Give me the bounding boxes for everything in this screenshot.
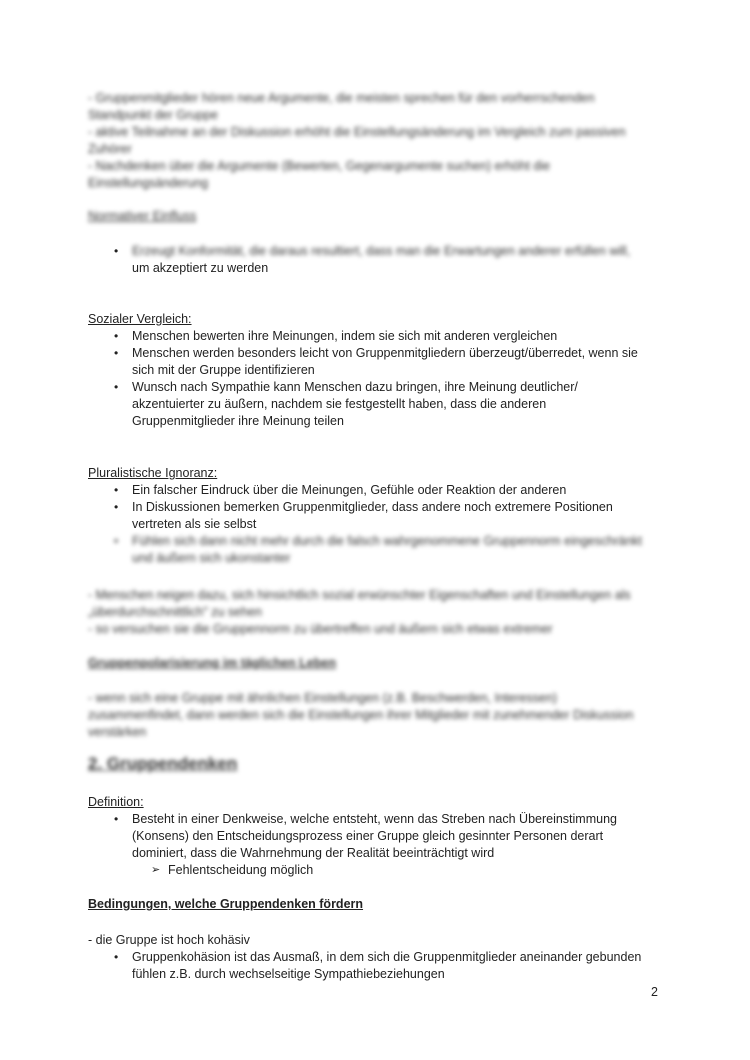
dash-line: - aktive Teilnahme an der Diskussion erhöht die Einstellungsänderung im Vergleich zum passiven (88, 125, 626, 139)
list-item: • Wunsch nach Sympathie kann Menschen dazu bringen, ihre Meinung deutlicher/ akzentuierter zu äußern, nachdem sie festgestellt haben, dass die anderen Gruppenmitglieder ihre Meinung teilen (88, 379, 668, 430)
page-number: 2 (651, 985, 658, 999)
bedingungen-section (88, 896, 668, 983)
list-item: • Gruppenkohäsion ist das Ausmaß, in dem sich die Gruppenmitglieder aneinander gebunden fühlen z.B. durch wechselseitige Sympathiebeziehungen (88, 949, 668, 983)
dash-line: - so versuchen sie die Gruppennorm zu übertreffen und äußern sich etwas extremer (88, 622, 553, 636)
section-heading: Normativer Einfluss (88, 209, 197, 223)
dash-line: Zuhörer (88, 142, 132, 156)
top-dash-list (88, 90, 668, 192)
section-heading: Bedingungen, welche Gruppendenken fördern (88, 897, 364, 911)
list-item: • Ein falscher Eindruck über die Meinungen, Gefühle oder Reaktion der anderen (88, 482, 668, 499)
dash-line: - Gruppenmitglieder hören neue Argumente, die meisten sprechen für den vorherrschenden (88, 91, 595, 105)
section-heading: Pluralistische Ignoranz: (88, 466, 218, 480)
list-item: • Besteht in einer Denkweise, welche entsteht, wenn das Streben nach Übereinstimmung (Konsens) den Entscheidungsprozess einer Gruppe gleich gesinnter Personen derart dominiert, dass die Wahrnehmung der Realität beeinträchtigt wird (88, 811, 668, 862)
dash-line: - Menschen neigen dazu, sich hinsichtlich sozial erwünschter Eigenschaften und Einstellungen als (88, 588, 631, 602)
dash-line: - Nachdenken über die Argumente (Bewerten, Gegenargumente suchen) erhöht die (88, 159, 551, 173)
arrow-bullet-icon: ➢ (151, 864, 161, 876)
sub-item: ➢ Fehlentscheidung möglich (151, 863, 314, 877)
list-item: • Menschen werden besonders leicht von Gruppenmitgliedern überzeugt/überredet, wenn sie sich mit der Gruppe identifizieren (88, 345, 668, 379)
list-item: • Fühlen sich dann nicht mehr durch die falsch wahrgenommene Gruppennorm eingeschränkt und äußern sich ukonstanter (88, 533, 668, 567)
section-heading: Sozialer Vergleich: (88, 312, 192, 326)
section-title: 2. Gruppendenken (88, 754, 238, 773)
dash-line: Standpunkt der Gruppe (88, 108, 218, 122)
normative-section (88, 208, 668, 277)
definition-section (88, 794, 668, 879)
section-heading: Definition: (88, 795, 144, 809)
alltag-section: Gruppenpolarisierung im täglichen Leben - wenn sich eine Gruppe mit ähnlichen Einstellungen (z.B. Beschwerden, Interessen) zusammenfindet, dann werden sich die Einstellungen ihrer Mitglieder mit zunehmender Diskussion verstärken (88, 655, 668, 741)
mid-dash-list (88, 587, 668, 638)
list-item: • Erzeugt Konformität, die daraus resultiert, dass man die Erwartungen anderer erfüllen will, um akzeptiert zu werden (88, 243, 668, 277)
dash-line: - die Gruppe ist hoch kohäsiv (88, 933, 250, 947)
list-item: • Menschen bewerten ihre Meinungen, indem sie sich mit anderen vergleichen (88, 328, 668, 345)
dash-line: Einstellungsänderung (88, 176, 209, 190)
pluralistisch-section (88, 465, 668, 567)
dash-line: „überdurchschnittlich" zu sehen (88, 605, 262, 619)
section-heading: Gruppenpolarisierung im täglichen Leben (88, 656, 336, 670)
sozial-section (88, 311, 668, 430)
list-item: • In Diskussionen bemerken Gruppenmitglieder, dass andere noch extremere Positionen vertreten als sie selbst (88, 499, 668, 533)
